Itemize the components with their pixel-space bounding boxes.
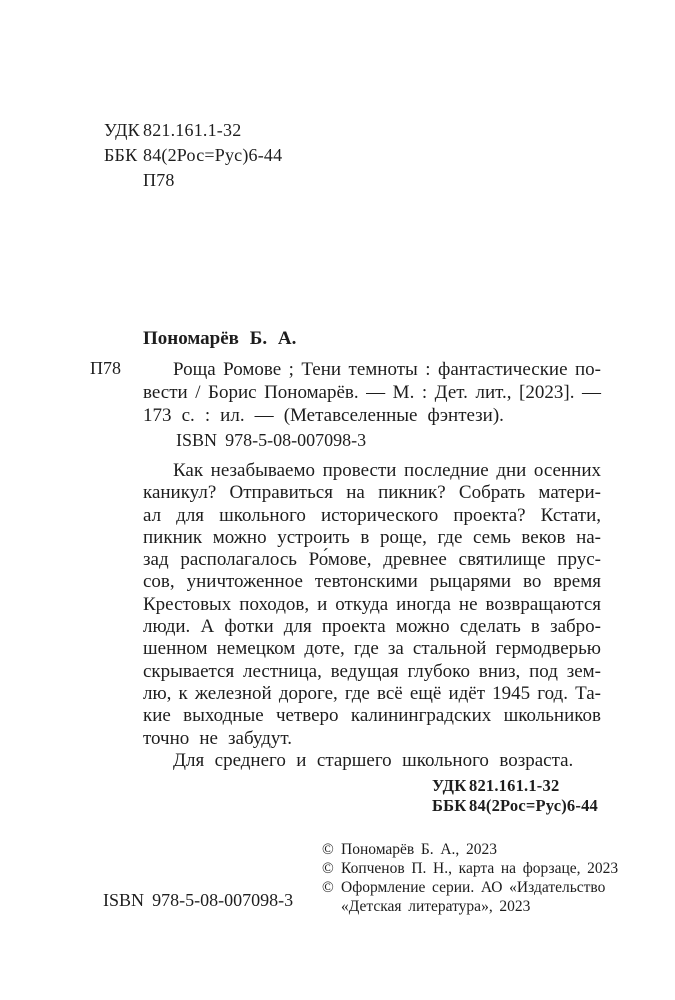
annotation-line: пикник можно устроить в роще, где семь веков на- bbox=[143, 526, 601, 548]
isbn-line: ISBN 978-5-08-007098-3 bbox=[176, 430, 367, 450]
author-sign-row bbox=[104, 168, 282, 193]
udk-value: 821.161.1-32 bbox=[143, 120, 242, 140]
repeat-classification-block bbox=[432, 776, 598, 815]
bbk-label: ББК bbox=[432, 795, 467, 815]
bbk-row bbox=[104, 143, 282, 168]
annotation-line: скрывается лестница, ведущая глубоко вниз, под зем- bbox=[143, 660, 601, 682]
annotation-line: люди. А фотки для проекта можно сделать в забро- bbox=[143, 616, 601, 638]
annotation-line: каникул? Отправиться на пикник? Собрать матери- bbox=[143, 482, 601, 504]
copyright-symbol: © bbox=[322, 860, 334, 877]
annotation-line: Крестовых походов, и откуда иногда не возвращаются bbox=[143, 593, 601, 615]
copyright-line bbox=[322, 878, 618, 897]
udk-label: УДК bbox=[104, 120, 140, 140]
bbk-value: 84(2Рос=Рус)6-44 bbox=[469, 795, 598, 815]
copyright-block bbox=[322, 840, 618, 916]
bbk-value: 84(2Рос=Рус)6-44 bbox=[143, 145, 283, 165]
catalog-entry-line: вести / Борис Пономарёв. — М. : Дет. лит., [2023]. — bbox=[143, 382, 601, 403]
annotation-line: Как незабываемо провести последние дни осенних bbox=[173, 460, 601, 481]
annotation-line: точно не забудут. bbox=[143, 727, 293, 749]
udk-row-repeat bbox=[432, 776, 598, 796]
top-classification-block bbox=[104, 118, 282, 193]
annotation-line: сов, уничтоженное тевтонскими рыцарями во время bbox=[143, 571, 601, 593]
copyright-text: «Детская литература», 2023 bbox=[341, 898, 531, 915]
catalog-entry bbox=[143, 358, 601, 427]
udk-value: 821.161.1-32 bbox=[469, 776, 560, 795]
bbk-row-repeat bbox=[432, 796, 598, 816]
bbk-label: ББК bbox=[104, 145, 138, 165]
copyright-symbol: © bbox=[322, 879, 334, 896]
catalog-entry-line: 173 с. : ил. — (Метавселенные фэнтези). bbox=[143, 405, 504, 426]
annotation-line: шенном немецком доте, где за стальной гермодверью bbox=[143, 638, 601, 660]
copyright-text: Копченов П. Н., карта на форзаце, 2023 bbox=[341, 860, 619, 877]
copyright-symbol-spacer bbox=[322, 897, 341, 916]
copyright-line-continuation bbox=[322, 897, 618, 916]
copyright-text: Пономарёв Б. А., 2023 bbox=[341, 841, 497, 858]
catalog-entry-line: Роща Ромове ; Тени темноты : фантастические по- bbox=[173, 359, 601, 380]
annotation-line: зад располагалось Ро́мове, древнее святилище прус- bbox=[143, 549, 601, 571]
author-sign: П78 bbox=[143, 170, 175, 190]
copyright-line bbox=[322, 840, 618, 859]
audience-note: Для среднего и старшего школьного возраста. bbox=[173, 749, 574, 771]
copyright-symbol: © bbox=[322, 841, 334, 858]
annotation-line: кие выходные четверо калининградских школьников bbox=[143, 705, 601, 727]
udk-label: УДК bbox=[432, 776, 467, 795]
author-sign-spacer bbox=[104, 168, 143, 193]
copyright-text: Оформление серии. АО «Издательство bbox=[341, 879, 606, 896]
author-heading: Пономарёв Б. А. bbox=[143, 328, 297, 349]
isbn-bottom: ISBN 978-5-08-007098-3 bbox=[103, 890, 294, 910]
annotation-line: лю, к железной дороге, где всё ещё идёт 1945 год. Та- bbox=[143, 682, 601, 704]
udk-row bbox=[104, 118, 282, 143]
annotation-block bbox=[143, 460, 601, 772]
annotation-line: ал для школьного исторического проекта? Кстати, bbox=[143, 504, 601, 526]
catalog-margin-code: П78 bbox=[90, 358, 121, 378]
copyright-line bbox=[322, 859, 618, 878]
